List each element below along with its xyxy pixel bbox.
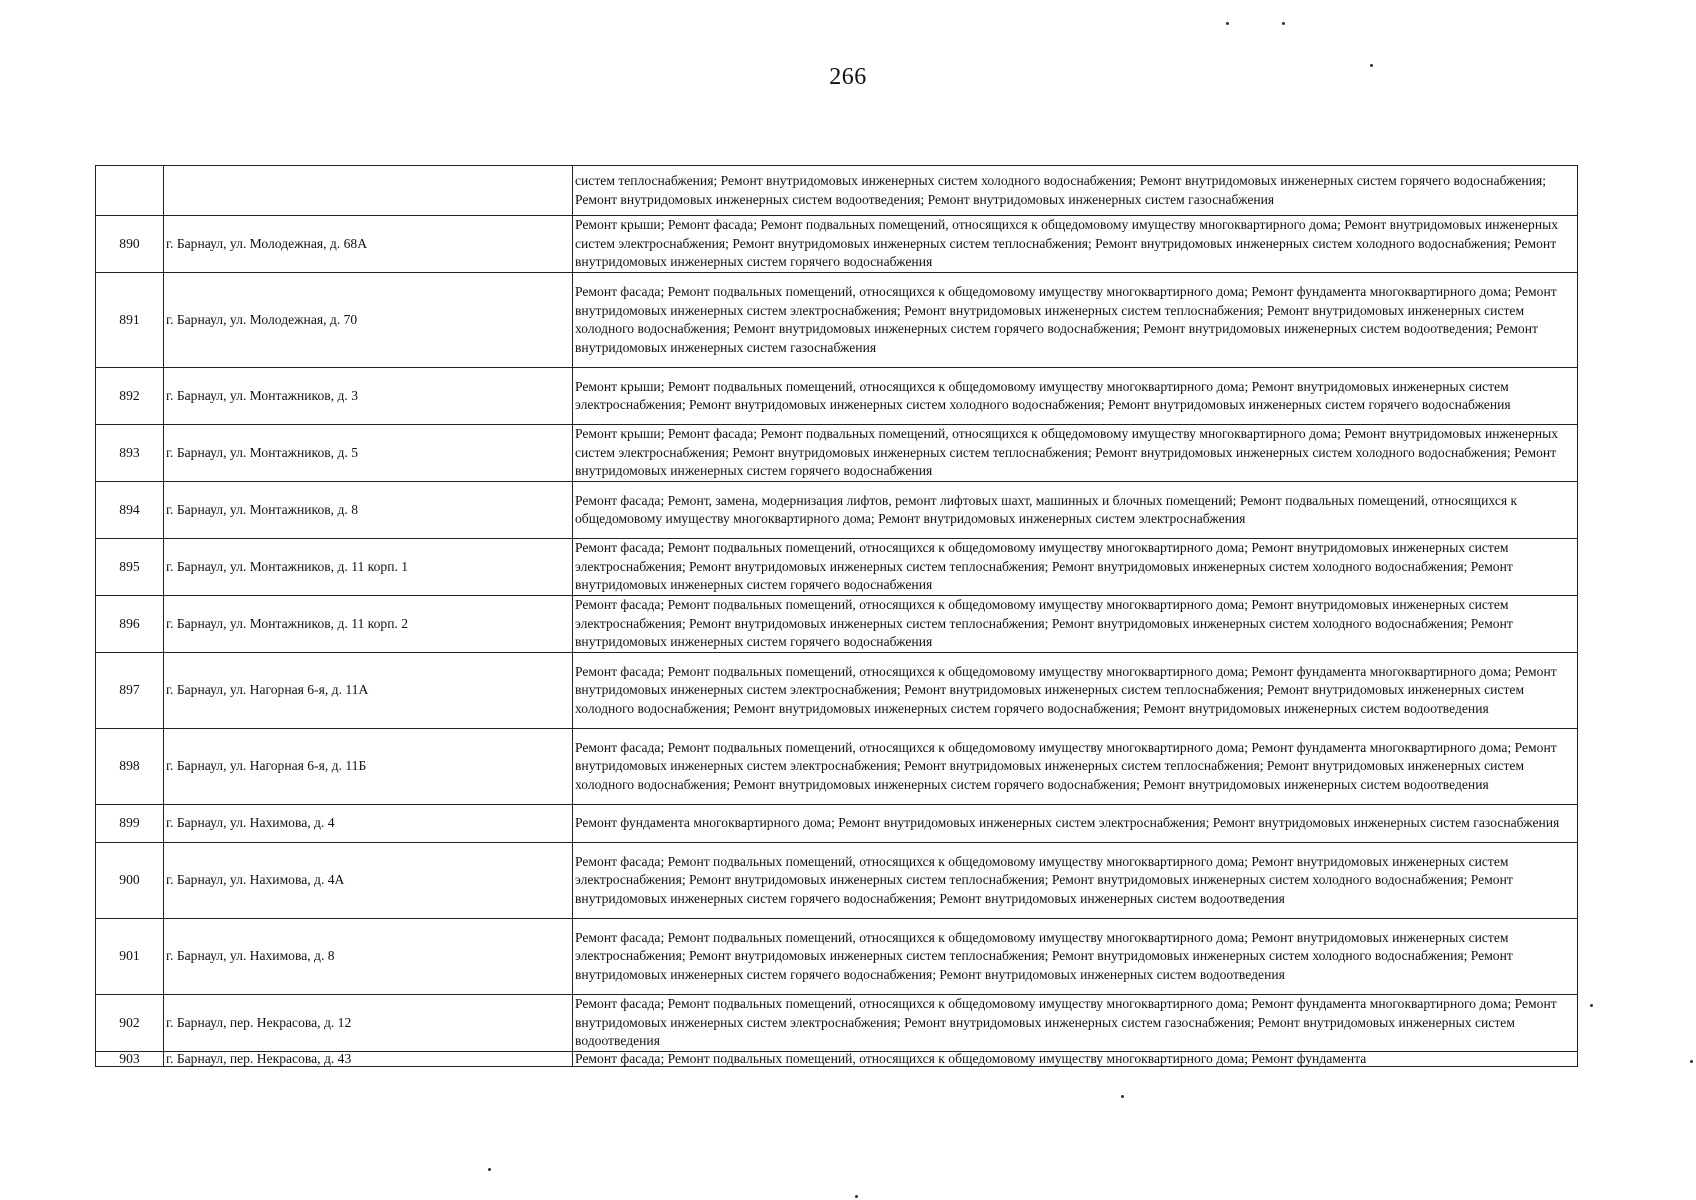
row-number: 891: [96, 273, 164, 368]
row-number: 896: [96, 596, 164, 653]
row-number: 892: [96, 368, 164, 425]
row-works: Ремонт крыши; Ремонт фасада; Ремонт подвальных помещений, относящихся к общедомовому имуществу многоквартирного дома; Ремонт внутридомовых инженерных систем электроснабжения; Ремонт внутридомовых инженерных систем теплоснабжения; Ремонт внутридомовых инженерных систем холодного водоснабжения; Ремонт внутридомовых инженерных систем горячего водоснабжения: [573, 425, 1578, 482]
row-number: 895: [96, 539, 164, 596]
scan-speck: [1590, 1004, 1593, 1007]
table-row: [96, 539, 1578, 596]
row-works: Ремонт фасада; Ремонт подвальных помещений, относящихся к общедомовому имуществу многоквартирного дома; Ремонт фундамента многоквартирного дома; Ремонт внутридомовых инженерных систем электроснабжения; Ремонт внутридомовых инженерных систем теплоснабжения; Ремонт внутридомовых инженерных систем холодного водоснабжения; Ремонт внутридомовых инженерных систем горячего водоснабжения; Ремонт внутридомовых инженерных систем водоотведения: [573, 729, 1578, 805]
row-number: 901: [96, 919, 164, 995]
table-row: [96, 653, 1578, 729]
row-works: Ремонт фасада; Ремонт подвальных помещений, относящихся к общедомовому имуществу многоквартирного дома; Ремонт внутридомовых инженерных систем электроснабжения; Ремонт внутридомовых инженерных систем теплоснабжения; Ремонт внутридомовых инженерных систем холодного водоснабжения; Ремонт внутридомовых инженерных систем горячего водоснабжения: [573, 539, 1578, 596]
row-number: 898: [96, 729, 164, 805]
row-address: г. Барнаул, ул. Молодежная, д. 70: [164, 273, 573, 368]
table-row: [96, 596, 1578, 653]
row-number: 902: [96, 995, 164, 1052]
row-number: [96, 166, 164, 216]
row-works: Ремонт крыши; Ремонт подвальных помещений, относящихся к общедомовому имуществу многоквартирного дома; Ремонт внутридомовых инженерных систем электроснабжения; Ремонт внутридомовых инженерных систем холодного водоснабжения; Ремонт внутридомовых инженерных систем горячего водоснабжения: [573, 368, 1578, 425]
row-works: Ремонт фасада; Ремонт подвальных помещений, относящихся к общедомовому имуществу многоквартирного дома; Ремонт фундамента многоквартирного дома; Ремонт внутридомовых инженерных систем электроснабжения; Ремонт внутридомовых инженерных систем теплоснабжения; Ремонт внутридомовых инженерных систем холодного водоснабжения; Ремонт внутридомовых инженерных систем горячего водоснабжения; Ремонт внутридомовых инженерных систем водоотведения; Ремонт внутридомовых инженерных систем газоснабжения: [573, 273, 1578, 368]
row-address: г. Барнаул, ул. Нагорная 6-я, д. 11Б: [164, 729, 573, 805]
row-works: Ремонт фасада; Ремонт подвальных помещений, относящихся к общедомовому имуществу многоквартирного дома; Ремонт внутридомовых инженерных систем электроснабжения; Ремонт внутридомовых инженерных систем теплоснабжения; Ремонт внутридомовых инженерных систем холодного водоснабжения; Ремонт внутридомовых инженерных систем горячего водоснабжения; Ремонт внутридомовых инженерных систем водоотведения: [573, 843, 1578, 919]
table-row: [96, 805, 1578, 843]
scan-speck: [488, 1168, 491, 1171]
row-address: г. Барнаул, ул. Монтажников, д. 11 корп. 2: [164, 596, 573, 653]
row-works: систем теплоснабжения; Ремонт внутридомовых инженерных систем холодного водоснабжения; Ремонт внутридомовых инженерных систем горячего водоснабжения; Ремонт внутридомовых инженерных систем водоотведения; Ремонт внутридомовых инженерных систем газоснабжения: [573, 166, 1578, 216]
row-address: г. Барнаул, ул. Нахимова, д. 4А: [164, 843, 573, 919]
table-row: [96, 1052, 1578, 1067]
row-number: 900: [96, 843, 164, 919]
table-row: [96, 919, 1578, 995]
row-works: Ремонт фасада; Ремонт подвальных помещений, относящихся к общедомовому имуществу многоквартирного дома; Ремонт фундамента многоквартирного дома; Ремонт внутридомовых инженерных систем электроснабжения; Ремонт внутридомовых инженерных систем газоснабжения; Ремонт внутридомовых инженерных систем водоотведения: [573, 995, 1578, 1052]
repair-register-table: [95, 165, 1578, 1067]
table-row: [96, 166, 1578, 216]
row-address: г. Барнаул, ул. Нахимова, д. 4: [164, 805, 573, 843]
scan-speck: [1226, 22, 1229, 25]
scan-speck: [1690, 1060, 1693, 1063]
row-number: 893: [96, 425, 164, 482]
row-number: 903: [96, 1052, 164, 1067]
row-number: 897: [96, 653, 164, 729]
row-address: [164, 166, 573, 216]
table-row: [96, 368, 1578, 425]
row-works: Ремонт фасада; Ремонт подвальных помещений, относящихся к общедомовому имуществу многоквартирного дома; Ремонт фундамента многоквартирного дома; Ремонт внутридомовых инженерных систем электроснабжения; Ремонт внутридомовых инженерных систем теплоснабжения; Ремонт внутридомовых инженерных систем холодного водоснабжения; Ремонт внутридомовых инженерных систем горячего водоснабжения; Ремонт внутридомовых инженерных систем водоотведения: [573, 653, 1578, 729]
row-address: г. Барнаул, ул. Монтажников, д. 11 корп. 1: [164, 539, 573, 596]
row-address: г. Барнаул, ул. Монтажников, д. 3: [164, 368, 573, 425]
scan-speck: [1121, 1095, 1124, 1098]
scan-speck: [855, 1195, 858, 1198]
row-address: г. Барнаул, ул. Нахимова, д. 8: [164, 919, 573, 995]
row-works: Ремонт крыши; Ремонт фасада; Ремонт подвальных помещений, относящихся к общедомовому имуществу многоквартирного дома; Ремонт внутридомовых инженерных систем электроснабжения; Ремонт внутридомовых инженерных систем теплоснабжения; Ремонт внутридомовых инженерных систем холодного водоснабжения; Ремонт внутридомовых инженерных систем горячего водоснабжения: [573, 216, 1578, 273]
row-number: 899: [96, 805, 164, 843]
row-address: г. Барнаул, ул. Монтажников, д. 8: [164, 482, 573, 539]
row-address: г. Барнаул, пер. Некрасова, д. 12: [164, 995, 573, 1052]
table-row: [96, 216, 1578, 273]
scan-speck: [1282, 22, 1285, 25]
row-number: 890: [96, 216, 164, 273]
row-address: г. Барнаул, пер. Некрасова, д. 43: [164, 1052, 573, 1067]
row-works: Ремонт фасада; Ремонт, замена, модернизация лифтов, ремонт лифтовых шахт, машинных и блочных помещений; Ремонт подвальных помещений, относящихся к общедомовому имуществу многоквартирного дома; Ремонт внутридомовых инженерных систем электроснабжения: [573, 482, 1578, 539]
row-works: Ремонт фундамента многоквартирного дома; Ремонт внутридомовых инженерных систем электроснабжения; Ремонт внутридомовых инженерных систем газоснабжения: [573, 805, 1578, 843]
row-number: 894: [96, 482, 164, 539]
scan-speck: [1370, 64, 1373, 67]
page-number: 266: [829, 64, 867, 90]
row-address: г. Барнаул, ул. Молодежная, д. 68А: [164, 216, 573, 273]
table-row: [96, 425, 1578, 482]
row-works: Ремонт фасада; Ремонт подвальных помещений, относящихся к общедомовому имуществу многоквартирного дома; Ремонт фундамента: [573, 1052, 1578, 1067]
table-row: [96, 273, 1578, 368]
table-row: [96, 843, 1578, 919]
row-works: Ремонт фасада; Ремонт подвальных помещений, относящихся к общедомовому имуществу многоквартирного дома; Ремонт внутридомовых инженерных систем электроснабжения; Ремонт внутридомовых инженерных систем теплоснабжения; Ремонт внутридомовых инженерных систем холодного водоснабжения; Ремонт внутридомовых инженерных систем горячего водоснабжения: [573, 596, 1578, 653]
row-address: г. Барнаул, ул. Монтажников, д. 5: [164, 425, 573, 482]
row-works: Ремонт фасада; Ремонт подвальных помещений, относящихся к общедомовому имуществу многоквартирного дома; Ремонт внутридомовых инженерных систем электроснабжения; Ремонт внутридомовых инженерных систем теплоснабжения; Ремонт внутридомовых инженерных систем холодного водоснабжения; Ремонт внутридомовых инженерных систем горячего водоснабжения; Ремонт внутридомовых инженерных систем водоотведения: [573, 919, 1578, 995]
table-row: [96, 995, 1578, 1052]
table-row: [96, 482, 1578, 539]
table-row: [96, 729, 1578, 805]
row-address: г. Барнаул, ул. Нагорная 6-я, д. 11А: [164, 653, 573, 729]
